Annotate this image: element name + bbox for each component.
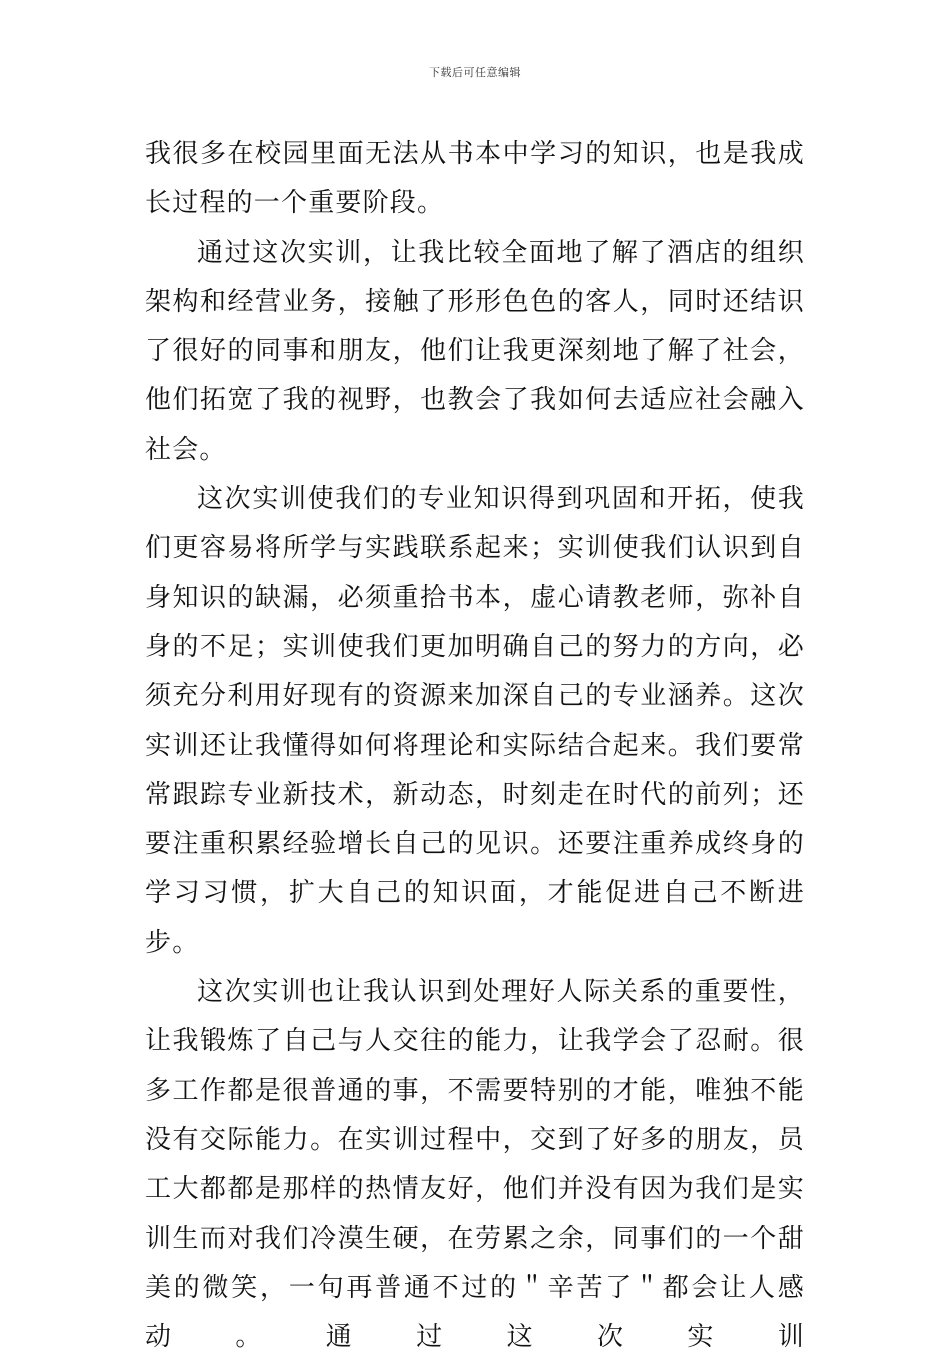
paragraph-continued: 我很多在校园里面无法从书本中学习的知识，也是我成长过程的一个重要阶段。 bbox=[145, 139, 805, 219]
paragraph: 这次实训使我们的专业知识得到巩固和开拓，使我们更容易将所学与实践联系起来；实训使我们认识到自身知识的缺漏，必须重拾书本，虚心请教老师，弥补自身的不足；实训使我们更加明确自己的努力的方向，必须充分利用好现有的资源来加深自己的专业涵养。这次实训还让我懂得如何将理论和实际结合起来。我们要常常跟踪专业新技术，新动态，时刻走在时代的前列；还要注重积累经验增长自己的见识。还要注重养成终身的学习习惯，扩大自己的知识面，才能促进自己不断进步。 bbox=[145, 484, 805, 958]
paragraph: 这次实训也让我认识到处理好人际关系的重要性，让我锻炼了自己与人交往的能力，让我学会了忍耐。很多工作都是很普通的事，不需要特别的才能，唯独不能没有交际能力。在实训过程中，交到了好多的朋友，员工大都都是那样的热情友好，他们并没有因为我们是实训生而对我们冷漠生硬，在劳累之余，同事们的一个甜美的微笑，一句再普通不过的＂辛苦了＂都会让人感动。通过这次实训 bbox=[145, 977, 805, 1353]
document-body bbox=[145, 130, 805, 1362]
header-note: 下载后可任意编辑 bbox=[429, 66, 521, 79]
paragraph: 通过这次实训，让我比较全面地了解了酒店的组织架构和经营业务，接触了形形色色的客人，同时还结识了很好的同事和朋友，他们让我更深刻地了解了社会，他们拓宽了我的视野，也教会了我如何去适应社会融入社会。 bbox=[145, 237, 805, 465]
